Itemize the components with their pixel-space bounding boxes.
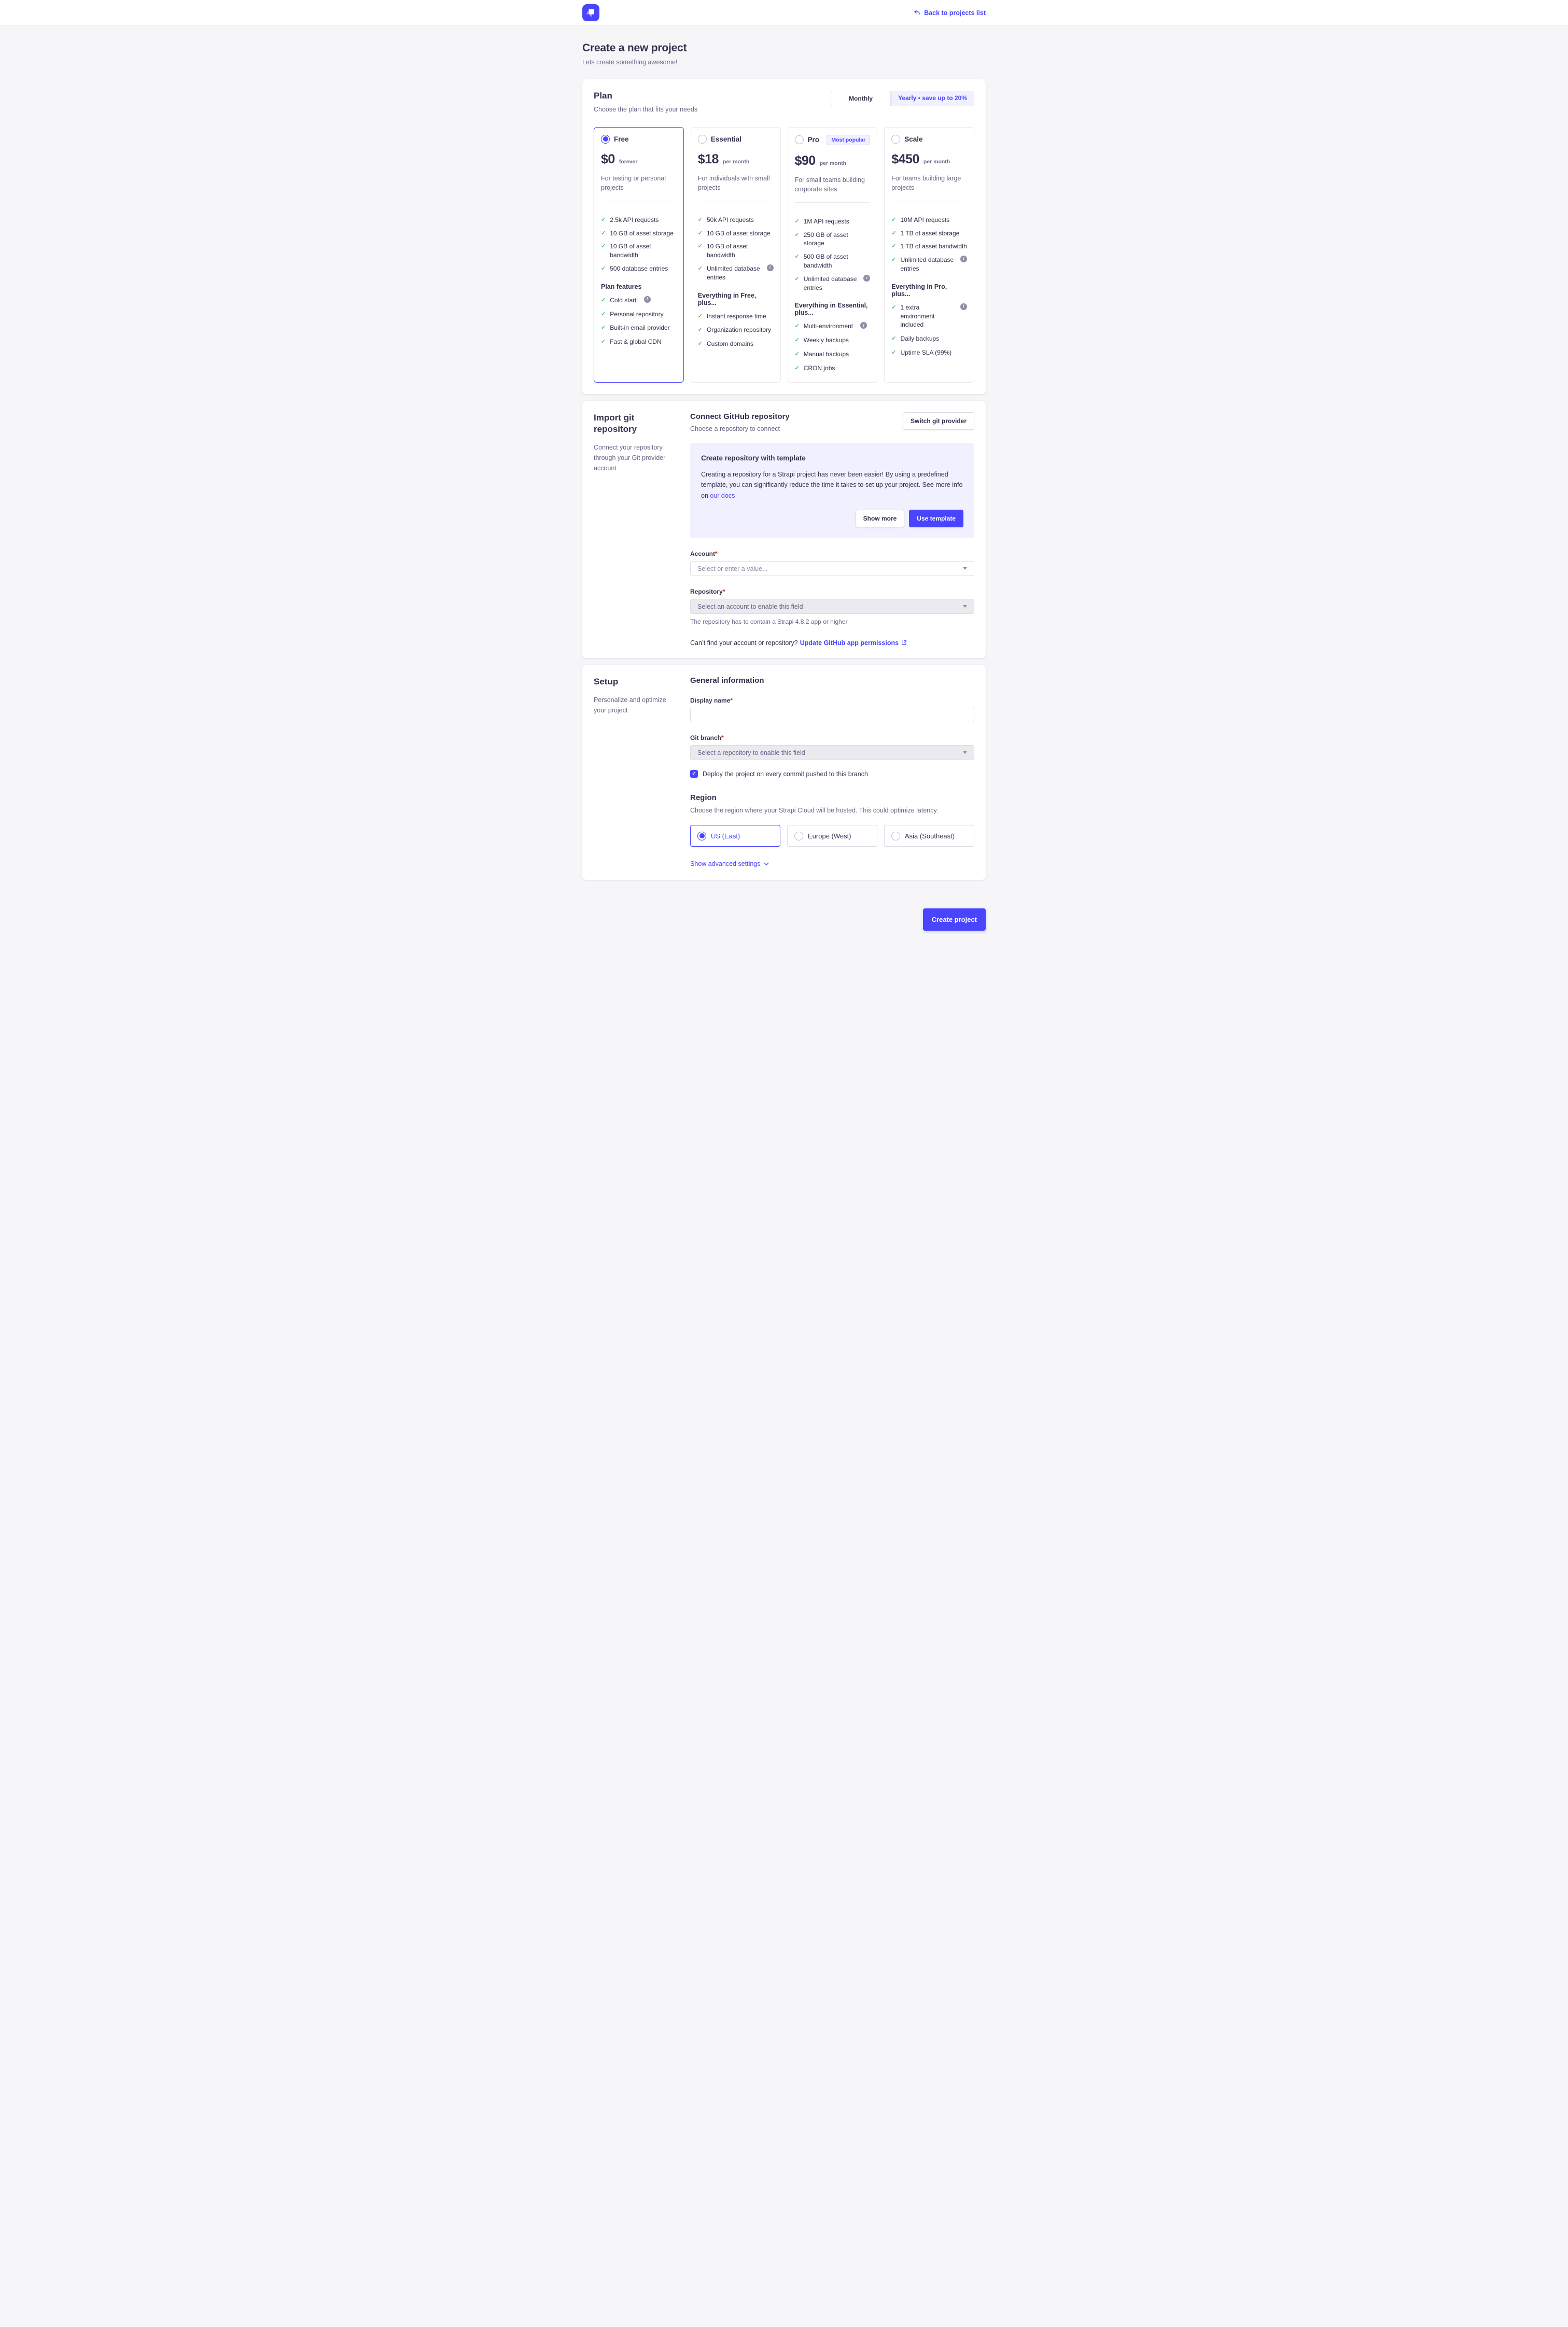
- permissions-row: [690, 639, 974, 647]
- check-icon: ✓: [697, 230, 703, 236]
- required-asterisk: *: [722, 588, 725, 596]
- feature-label: Daily backups: [900, 335, 940, 343]
- check-icon: ✓: [794, 275, 800, 282]
- back-arrow-icon: [914, 9, 920, 16]
- show-advanced-settings-link[interactable]: [690, 860, 769, 867]
- back-link-label: Back to projects list: [924, 9, 986, 17]
- plan-feature: [601, 242, 677, 260]
- account-select[interactable]: [690, 561, 974, 576]
- plan-description: For individuals with small projects: [697, 174, 770, 191]
- plan-feature: [891, 242, 967, 251]
- display-name-label: Display name*: [690, 697, 733, 705]
- check-icon: ✓: [891, 335, 897, 342]
- plan-feature: [698, 326, 774, 334]
- check-icon: ✓: [697, 327, 703, 333]
- plan-feature: [891, 229, 967, 238]
- feature-label: Unlimited database entries: [706, 264, 760, 281]
- plan-divider: [795, 202, 871, 203]
- plan-feature: [795, 253, 871, 270]
- plan-description: For small teams building corporate sites: [794, 176, 865, 193]
- plan-card-scale[interactable]: [884, 127, 974, 383]
- check-icon: ✓: [794, 337, 800, 344]
- feature-label: Unlimited database entries: [900, 256, 954, 272]
- page-subtitle: Lets create something awesome!: [582, 59, 678, 66]
- plan-feature: [795, 350, 871, 359]
- check-icon: ✓: [891, 216, 897, 223]
- region-subtitle: Choose the region where your Strapi Cloud will be hosted. This could optimize latency.: [690, 807, 939, 815]
- our-docs-link[interactable]: our docs: [710, 492, 735, 499]
- deploy-checkbox-label: Deploy the project on every commit pushed to this branch: [703, 770, 868, 778]
- setup-section-subtitle: Personalize and optimize your project: [594, 696, 666, 714]
- repository-select: [690, 599, 974, 614]
- plan-feature: [698, 340, 774, 348]
- plan-feature: [698, 242, 774, 260]
- required-asterisk: *: [715, 550, 718, 558]
- plan-radio-scale[interactable]: [891, 135, 900, 144]
- plan-section-title: Plan: [594, 91, 612, 101]
- check-icon: ✓: [794, 218, 800, 225]
- billing-yearly-option[interactable]: Yearly • save up to 20%: [898, 94, 967, 102]
- plan-feature: [891, 334, 967, 343]
- plan-feature: [601, 338, 677, 346]
- check-icon: ✓: [601, 325, 606, 331]
- repository-helper-text: The repository has to contain a Strapi 4.8.2 app or higher: [690, 618, 848, 626]
- chevron-down-icon: [963, 751, 967, 754]
- general-information-title: General information: [690, 676, 764, 685]
- plan-description: For testing or personal projects: [601, 174, 666, 191]
- feature-label: Weekly backups: [803, 337, 849, 344]
- check-icon: ✓: [697, 243, 703, 250]
- create-project-button[interactable]: Create project: [923, 908, 986, 931]
- update-github-permissions-link[interactable]: Update GitHub app permissions: [800, 639, 907, 647]
- display-name-input[interactable]: [690, 708, 974, 722]
- plan-feature: [698, 229, 774, 238]
- feature-label: 10 GB of asset storage: [610, 229, 674, 237]
- plan-period: forever: [619, 158, 638, 165]
- check-icon: ✓: [697, 265, 703, 272]
- permissions-question: Can’t find your account or repository?: [690, 639, 798, 647]
- plan-feature: [891, 256, 967, 273]
- switch-git-provider-button[interactable]: Switch git provider: [903, 412, 974, 430]
- check-icon: ✓: [794, 254, 800, 260]
- feature-label: 10 GB of asset storage: [706, 229, 771, 237]
- plan-period: per month: [819, 160, 847, 166]
- setup-section-card: [582, 665, 986, 880]
- top-bar: [0, 0, 1568, 26]
- plan-feature: [891, 216, 967, 225]
- plan-feature: [601, 324, 677, 332]
- plan-feature: [698, 264, 774, 282]
- check-icon: ✓: [794, 323, 800, 330]
- repository-field-label: Repository*: [690, 588, 725, 596]
- connect-github-subtitle: Choose a repository to connect: [690, 425, 780, 432]
- feature-label: 10 GB of asset bandwidth: [706, 243, 748, 259]
- plan-features-heading: Plan features: [601, 283, 642, 290]
- plan-feature: [795, 364, 871, 373]
- git-section-subtitle: Connect your repository through your Git provider account: [594, 444, 666, 472]
- feature-label: 1 TB of asset storage: [900, 229, 960, 237]
- feature-label: 500 database entries: [610, 264, 668, 272]
- plan-feature: [795, 217, 871, 226]
- deploy-checkbox[interactable]: ✓: [690, 770, 698, 778]
- feature-label: Fast & global CDN: [610, 338, 662, 346]
- feature-label: 50k API requests: [706, 216, 754, 223]
- external-link-icon: [901, 640, 907, 646]
- check-icon: ✓: [891, 243, 897, 250]
- info-icon[interactable]: i: [960, 303, 967, 310]
- plan-feature: [891, 303, 967, 329]
- plan-radio-essential[interactable]: [698, 135, 707, 144]
- region-label: Europe (West): [808, 832, 851, 840]
- page-title: Create a new project: [582, 42, 687, 54]
- feature-label: Organization repository: [706, 326, 772, 334]
- info-icon[interactable]: i: [960, 256, 967, 262]
- plan-name: Free: [614, 135, 629, 143]
- feature-label: Multi-environment: [803, 323, 853, 330]
- plan-features-heading: Everything in Essential, plus...: [794, 302, 868, 317]
- check-icon: ✓: [697, 341, 703, 347]
- info-icon[interactable]: i: [860, 322, 867, 329]
- check-icon: ✓: [697, 313, 703, 319]
- plan-period: per month: [722, 158, 750, 165]
- plan-description: For teams building large projects: [891, 174, 961, 191]
- show-more-button[interactable]: Show more: [856, 510, 905, 527]
- feature-label: 250 GB of asset storage: [803, 231, 848, 247]
- plan-name: Essential: [710, 135, 742, 143]
- plan-section-card: [582, 79, 986, 394]
- check-icon: ✓: [601, 265, 606, 272]
- feature-label: 500 GB of asset bandwidth: [803, 253, 848, 269]
- chevron-down-icon: [963, 605, 967, 608]
- plan-feature: [601, 296, 677, 305]
- plan-card-free[interactable]: [594, 127, 684, 383]
- feature-label: CRON jobs: [803, 364, 835, 372]
- check-icon: ✓: [601, 230, 606, 236]
- info-icon[interactable]: i: [767, 264, 774, 271]
- plan-price: $90: [794, 153, 816, 168]
- feature-label: 1 TB of asset bandwidth: [900, 243, 967, 250]
- plan-card-essential[interactable]: [691, 127, 781, 383]
- check-icon: ✓: [697, 216, 703, 223]
- git-branch-placeholder: Select a repository to enable this field: [697, 749, 805, 756]
- plan-feature: [601, 264, 677, 273]
- region-radio-asia-southeast[interactable]: [891, 832, 900, 840]
- check-icon: ✓: [601, 216, 606, 223]
- plan-card-pro[interactable]: [788, 127, 878, 383]
- advanced-settings-label: Show advanced settings: [690, 860, 761, 868]
- plan-name: Pro: [807, 136, 820, 144]
- git-section-card: [582, 401, 986, 658]
- plan-feature: [795, 231, 871, 248]
- region-label: US (East): [711, 832, 740, 840]
- plan-period: per month: [923, 158, 950, 165]
- region-title: Region: [690, 793, 717, 803]
- plan-feature: [795, 336, 871, 345]
- info-icon[interactable]: i: [644, 296, 651, 303]
- chevron-down-icon: [764, 862, 769, 866]
- feature-label: Instant response time: [706, 312, 766, 320]
- check-icon: ✓: [891, 349, 897, 356]
- template-body-text: Creating a repository for a Strapi project has never been easier! By using a predefined template, you can significantly reduce the time it takes to set up your project. See more info on: [701, 470, 963, 499]
- plan-features-heading: Everything in Free, plus...: [697, 291, 757, 306]
- feature-label: Uptime SLA (99%): [900, 348, 952, 356]
- region-radio-europe-west[interactable]: [794, 832, 803, 840]
- feature-label: 1 extra environment included: [900, 303, 935, 329]
- required-asterisk: *: [730, 697, 733, 705]
- check-icon: ✓: [891, 230, 897, 236]
- region-option-asia-southeast[interactable]: [884, 825, 974, 847]
- required-asterisk: *: [721, 734, 724, 742]
- plan-price: $18: [697, 151, 719, 166]
- check-icon: ✓: [794, 351, 800, 357]
- check-icon: ✓: [891, 304, 897, 311]
- check-icon: ✓: [601, 311, 606, 317]
- use-template-button[interactable]: Use template: [909, 510, 963, 527]
- plan-price: $450: [891, 151, 919, 166]
- feature-label: Built-in email provider: [610, 324, 670, 332]
- account-field-label: Account*: [690, 550, 718, 558]
- strapi-logo-glyph: [582, 4, 599, 21]
- account-select-placeholder: Select or enter a value...: [697, 565, 768, 572]
- template-panel-title: Create repository with template: [701, 454, 806, 462]
- region-radio-us-east[interactable]: [697, 832, 706, 840]
- plan-radio-pro[interactable]: [795, 135, 804, 144]
- billing-toggle: [831, 91, 974, 106]
- region-option-europe-west[interactable]: [787, 825, 877, 847]
- check-icon: ✓: [794, 231, 800, 238]
- setup-section-title: Setup: [594, 677, 619, 687]
- chevron-down-icon: [963, 567, 967, 570]
- billing-monthly-option[interactable]: Monthly: [831, 91, 891, 106]
- check-icon: ✓: [891, 257, 897, 263]
- feature-label: 2.5k API requests: [610, 216, 659, 223]
- plan-feature: [601, 216, 677, 225]
- strapi-logo[interactable]: [582, 4, 599, 21]
- git-section-title: Import git repository: [594, 412, 637, 434]
- git-branch-select: [690, 745, 974, 760]
- most-popular-badge: Most popular: [827, 135, 870, 145]
- info-icon[interactable]: i: [863, 275, 870, 282]
- git-branch-label: Git branch*: [690, 734, 724, 742]
- plan-section-subtitle: Choose the plan that fits your needs: [594, 106, 698, 113]
- feature-label: Cold start: [610, 296, 637, 304]
- plan-feature: [698, 216, 774, 225]
- feature-label: 10M API requests: [900, 216, 950, 223]
- repository-select-placeholder: Select an account to enable this field: [697, 602, 803, 610]
- check-icon: ✓: [601, 339, 606, 345]
- plans-row: [594, 127, 974, 383]
- plan-features-heading: Everything in Pro, plus...: [891, 283, 947, 298]
- plan-feature: [601, 310, 677, 319]
- feature-label: 10 GB of asset bandwidth: [610, 243, 651, 259]
- check-icon: ✓: [794, 365, 800, 371]
- region-label: Asia (Southeast): [905, 832, 955, 840]
- plan-feature: [698, 312, 774, 321]
- plan-feature: [601, 229, 677, 238]
- template-panel-body: [701, 469, 963, 501]
- feature-label: Personal repository: [610, 310, 664, 318]
- feature-label: Unlimited database entries: [803, 275, 857, 291]
- plan-price: $0: [601, 151, 615, 166]
- back-to-projects-link[interactable]: [914, 9, 986, 17]
- feature-label: Custom domains: [706, 340, 754, 348]
- template-panel: [690, 443, 974, 539]
- plan-feature: [891, 348, 967, 357]
- plan-feature: [795, 322, 871, 331]
- plan-name: Scale: [904, 135, 923, 143]
- plan-radio-free[interactable]: [601, 135, 610, 144]
- check-icon: ✓: [601, 243, 606, 250]
- plan-feature: [795, 275, 871, 292]
- feature-label: 1M API requests: [803, 217, 849, 225]
- check-icon: ✓: [601, 297, 606, 303]
- feature-label: Manual backups: [803, 350, 849, 358]
- connect-github-title: Connect GitHub repository: [690, 412, 790, 421]
- region-option-us-east[interactable]: [690, 825, 780, 847]
- region-options: [690, 825, 974, 847]
